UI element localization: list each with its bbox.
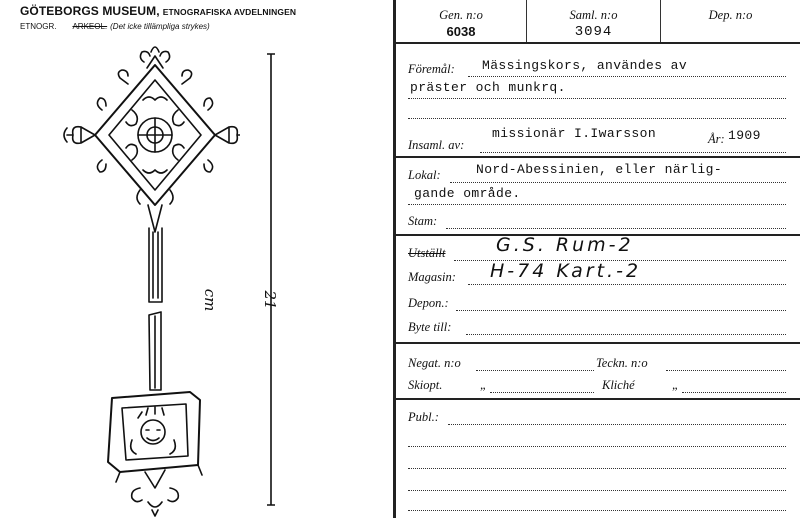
foremal-line-1 (468, 76, 786, 77)
stam-line (446, 228, 786, 229)
publ-line-3 (408, 468, 786, 469)
cross-drawing (40, 40, 240, 518)
lokal-text-2: gande område. (414, 186, 521, 201)
lokal-text-1: Nord-Abessinien, eller närlig- (476, 162, 723, 177)
cross-head (64, 47, 240, 205)
strike-note: (Det icke tillämpliga strykes) (110, 22, 210, 31)
cross-pendant (108, 392, 202, 516)
magasin-line (468, 284, 786, 285)
foremal-text-2: präster och munkrq. (410, 80, 566, 95)
skiopt-line (490, 392, 594, 393)
teckn-line (666, 370, 786, 371)
negat-line (476, 370, 594, 371)
publ-line-2 (408, 446, 786, 447)
gen-number-value: 6038 (446, 24, 476, 39)
gen-number-cell (396, 0, 527, 42)
skiopt-ditto: „ (480, 378, 487, 392)
saml-number-label: Saml. n:o (569, 8, 618, 22)
museum-title-line (20, 4, 380, 18)
publ-label: Publ.: (408, 410, 439, 424)
dep-number-cell (661, 0, 800, 42)
foremal-label: Föremål: (408, 62, 455, 76)
etnogr-option: ETNOGR. (20, 22, 57, 31)
foremal-text-1: Mässingskors, användes av (482, 58, 688, 73)
skiopt-label: Skiopt. (408, 378, 443, 392)
utstallt-value: G.S. Rum-2 (496, 234, 634, 256)
section-rule-3 (396, 342, 800, 344)
insaml-value: missionär I.Iwarsson (492, 126, 657, 141)
cross-tang (148, 205, 162, 302)
magasin-value: H-74 Kart.-2 (490, 260, 642, 282)
foremal-line-2 (408, 98, 786, 99)
negat-label: Negat. n:o (408, 356, 461, 370)
publ-line-1 (448, 424, 786, 425)
gen-number-label: Gen. n:o (439, 8, 483, 22)
publ-line-5 (408, 510, 786, 511)
insaml-label: Insaml. av: (408, 138, 465, 152)
dep-number-label: Dep. n:o (708, 8, 753, 22)
section-rule-4 (396, 398, 800, 400)
publ-line-4 (408, 490, 786, 491)
ar-label: År: (708, 132, 725, 146)
saml-number-value: 3094 (574, 24, 613, 40)
lokal-line-2 (408, 204, 786, 205)
lokal-label: Lokal: (408, 168, 441, 182)
byte-line (466, 334, 786, 335)
lokal-line-1 (450, 182, 786, 183)
depon-line (456, 310, 786, 311)
insaml-line (480, 152, 786, 153)
teckn-label: Teckn. n:o (596, 356, 648, 370)
museum-header (20, 4, 380, 31)
museum-department: ETNOGRAFISKA AVDELNINGEN (162, 7, 297, 17)
section-rule-1 (396, 156, 800, 158)
kliche-label: Kliché (602, 378, 635, 392)
stam-label: Stam: (408, 214, 438, 228)
kliche-line (682, 392, 786, 393)
museum-name: GÖTEBORGS MUSEUM, (20, 4, 160, 18)
utstallt-label: Utställt (408, 246, 446, 260)
foremal-line-3 (408, 118, 786, 119)
magasin-label: Magasin: (408, 270, 456, 284)
ar-value: 1909 (728, 128, 761, 143)
museum-subtitle-line (20, 22, 380, 31)
arkeol-option: ARKEOL. (72, 22, 108, 31)
catalogue-form (396, 0, 800, 518)
header-rule (396, 42, 800, 44)
scale-label: 21 cm (201, 288, 279, 312)
byte-label: Byte till: (408, 320, 452, 334)
depon-label: Depon.: (408, 296, 449, 310)
kliche-ditto: „ (672, 378, 679, 392)
saml-number-cell (527, 0, 661, 42)
cross-shaft (149, 312, 161, 390)
